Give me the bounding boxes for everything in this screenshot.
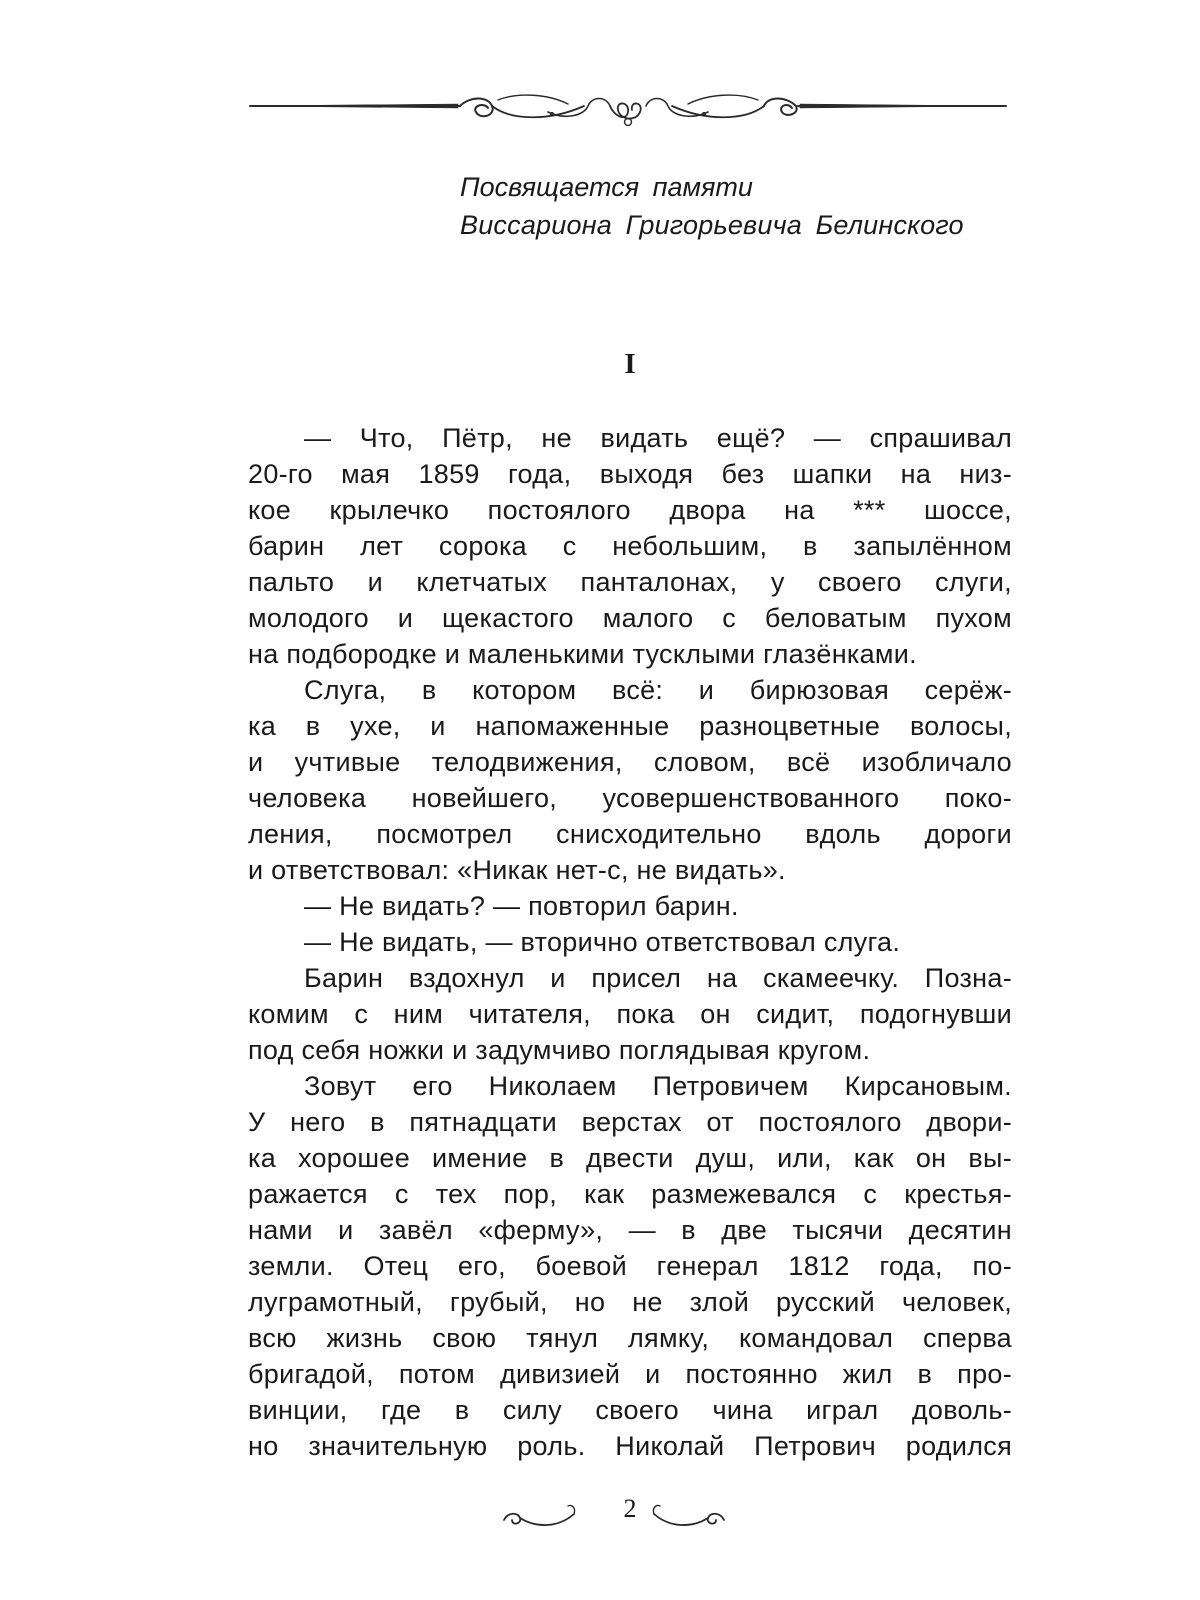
text-line: под себя ножки и задумчиво поглядывая кругом.	[248, 1035, 871, 1065]
text-line: — Не видать, — вторично ответствовал слуга.	[304, 927, 901, 957]
text-line: на подбородке и маленькими тусклыми глазёнками.	[248, 639, 917, 669]
dedication-line-2: Виссариона Григорьевича Белинского	[460, 210, 964, 240]
text-line: У него в пятнадцати верстах от постоялого двори-	[248, 1107, 1012, 1137]
text-line: винции, где в силу своего чина играл доволь-	[248, 1395, 1012, 1425]
text-line: земли. Отец его, боевой генерал 1812 года, по-	[248, 1251, 1012, 1281]
text-line: молодого и щекастого малого с беловатым пухом	[248, 603, 1012, 633]
text-line: Слуга, в котором всё: и бирюзовая серёж-	[304, 675, 1012, 705]
text-line: пальто и клетчатых панталонах, у своего слуги,	[248, 567, 1012, 597]
text-line: но значительную роль. Николай Петрович родился	[248, 1431, 1012, 1461]
text-line: ражается с тех пор, как размежевался с крестья-	[248, 1179, 1012, 1209]
text-line: ления, посмотрел снисходительно вдоль дороги	[248, 819, 1012, 849]
text-line: комим с ним читателя, пока он сидит, подогнувши	[248, 999, 1012, 1029]
page-footer	[0, 1492, 1200, 1542]
dedication	[460, 168, 1020, 244]
dedication-line-1: Посвящается памяти	[460, 172, 753, 202]
chapter-number: I	[624, 348, 636, 380]
text-line: ка хорошее имение в двести душ, или, как он вы-	[248, 1143, 1012, 1173]
text-line: — Не видать? — повторил барин.	[304, 891, 739, 921]
text-line: ка в ухе, и напомаженные разноцветные волосы,	[248, 711, 1012, 741]
text-line: человека новейшего, усовершенствованного поко-	[248, 783, 1012, 813]
text-line: бригадой, потом дивизией и постоянно жил в про-	[248, 1359, 1012, 1389]
text-line: и ответствовал: «Никак нет-с, не видать».	[248, 855, 786, 885]
text-line: Зовут его Николаем Петровичем Кирсановым.	[304, 1071, 1012, 1101]
text-line: луграмотный, грубый, но не злой русский человек,	[248, 1287, 1012, 1317]
text-line: барин лет сорока с небольшим, в запылённом	[248, 531, 1012, 561]
text-line: и учтивые телодвижения, словом, всё изобличало	[248, 747, 1012, 777]
right-flourish-icon	[648, 1498, 728, 1532]
body-text	[248, 420, 1012, 1464]
text-line: Барин вздохнул и присел на скамеечку. Позна-	[304, 963, 1012, 993]
text-line: 20-го мая 1859 года, выходя без шапки на низ-	[248, 459, 1012, 489]
page-number: 2	[623, 1494, 637, 1523]
text-line: нами и завёл «ферму», — в две тысячи десятин	[248, 1215, 1012, 1245]
text-line: всю жизнь свою тянул лямку, командовал сперва	[248, 1323, 1012, 1353]
left-flourish-icon	[500, 1498, 580, 1532]
text-line: кое крылечко постоялого двора на *** шоссе,	[248, 495, 1012, 525]
text-line: — Что, Пётр, не видать ещё? — спрашивал	[304, 423, 1012, 453]
top-ornament	[248, 92, 1008, 140]
